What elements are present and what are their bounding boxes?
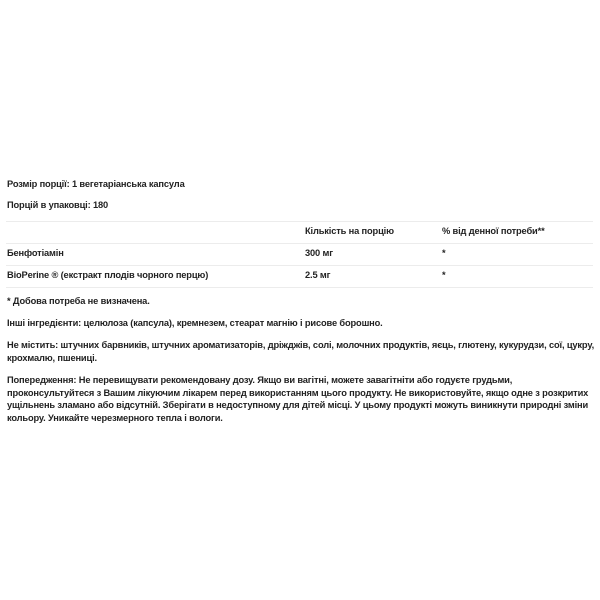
nutrition-table — [6, 221, 593, 288]
table-header-row — [6, 221, 593, 243]
header-daily-value: % від денної потреби** — [442, 226, 545, 236]
table-row — [6, 265, 593, 288]
ingredient-name: Бенфотіамін — [7, 248, 64, 258]
serving-size: Розмір порції: 1 вегетаріанська капсула — [7, 179, 185, 189]
ingredient-daily-value: * — [442, 270, 446, 280]
free-from-list: Не містить: штучних барвників, штучних ароматизаторів, дріжджів, солі, молочних продуктів, яєць, глютену, кукурудзи, сої, цукру, крохмалю, пшениці. — [7, 340, 595, 363]
daily-value-footnote: * Добова потреба не визначена. — [7, 296, 150, 306]
table-row — [6, 243, 593, 265]
header-amount: Кількість на порцію — [305, 226, 394, 236]
ingredient-daily-value: * — [442, 248, 446, 258]
ingredient-name: BioPerine ® (екстракт плодів чорного перцю) — [7, 270, 209, 280]
ingredient-amount: 2.5 мг — [305, 270, 331, 280]
other-ingredients: Інші інгредієнти: целюлоза (капсула), кремнезем, стеарат магнію і рисове борошно. — [7, 318, 383, 328]
warning-text: Попередження: Не перевищувати рекомендовану дозу. Якщо ви вагітні, можете завагітніти або годуєте грудьми, проконсультуйтеся з Вашим лікуючим лікарем перед використанням цього продукту. Не використовуйте, якщо одне з розкритих ущільнень зламано або відсутній. Зберігати в недоступному для дітей місці. У цьому продукті можуть виникнути природні зміни кольору. Уникайте черезмерного тепла і вологи. — [7, 375, 589, 423]
ingredient-amount: 300 мг — [305, 248, 333, 258]
servings-per-container: Порцій в упаковці: 180 — [7, 200, 109, 210]
